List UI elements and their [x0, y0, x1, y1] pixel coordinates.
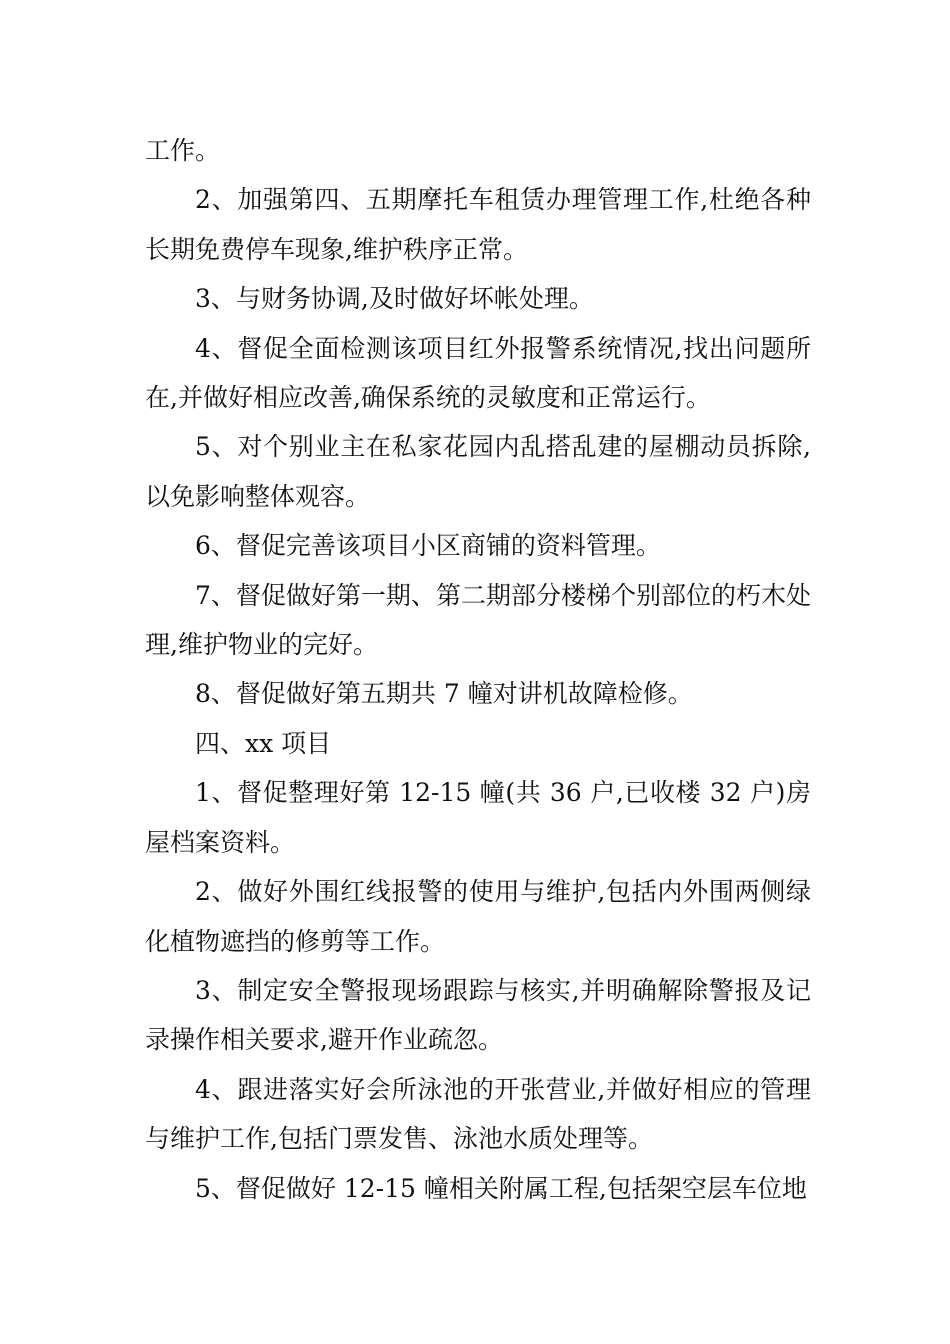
paragraph-item-1-archives: 1、督促整理好第 12-15 幢(共 36 户,已收楼 32 户)房屋档案资料。 [145, 778, 811, 857]
paragraph-item-8-intercom: 8、督促做好第五期共 7 幢对讲机故障检修。 [195, 679, 693, 709]
paragraph-item-7-stairs: 7、督促做好第一期、第二期部分楼梯个别部位的朽木处理,维护物业的完好。 [145, 580, 811, 660]
paragraph-item-3-finance: 3、与财务协调,及时做好坏帐处理。 [195, 284, 594, 314]
document-body [145, 126, 811, 1213]
paragraph-continuation: 工作。 [145, 136, 221, 165]
paragraph-item-4-alarm: 4、督促全面检测该项目红外报警系统情况,找出问题所在,并做好相应改善,确保系统的灵敏度和正常运行。 [145, 333, 811, 413]
paragraph-item-6-shops: 6、督促完善该项目小区商铺的资料管理。 [195, 531, 661, 561]
section-heading-4: 四、xx 项目 [195, 728, 332, 758]
paragraph-item-3-security: 3、制定安全警报现场跟踪与核实,并明确解除警报及记录操作相关要求,避开作业疏忽。 [145, 975, 811, 1055]
paragraph-item-2-perimeter: 2、做好外围红线报警的使用与维护,包括内外围两侧绿化植物遮挡的修剪等工作。 [145, 877, 811, 956]
paragraph-item-2-motorcycle: 2、加强第四、五期摩托车租赁办理管理工作,杜绝各种长期免费停车现象,维护秩序正常。 [145, 185, 811, 264]
paragraph-item-5-demolition: 5、对个别业主在私家花园内乱搭乱建的屋棚动员拆除,以免影响整体观容。 [145, 432, 811, 511]
paragraph-item-4-pool: 4、跟进落实好会所泳池的开张营业,并做好相应的管理与维护工作,包括门票发售、泳池水质处理等。 [145, 1074, 811, 1154]
paragraph-item-5-works: 5、督促做好 12-15 幢相关附属工程,包括架空层车位地 [195, 1173, 807, 1203]
